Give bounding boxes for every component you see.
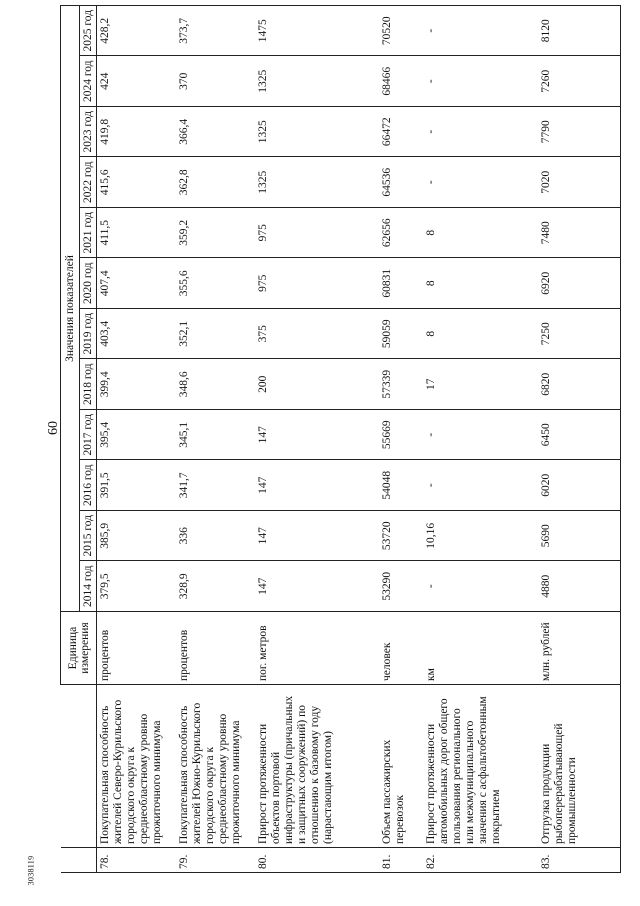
value-cell: 366,4	[176, 107, 255, 158]
value-cell: 424	[97, 56, 176, 107]
indicator-name: Прирост протяженности автомобильных дорог общего пользования регионального или межмуниципального значения с асфальтобетонным покрытием	[423, 685, 538, 848]
table-row	[97, 5, 176, 872]
header-values: Значения показателей	[61, 5, 80, 611]
row-number: 78.	[97, 848, 176, 873]
year-header: 2021 год	[80, 208, 97, 259]
value-cell: 8	[423, 258, 538, 309]
unit-cell: млн. рублей	[538, 612, 621, 685]
table-row	[255, 5, 379, 872]
value-cell: 57339	[379, 359, 423, 410]
unit-cell: процентов	[97, 612, 176, 685]
value-cell: 200	[255, 359, 379, 410]
year-header: 2023 год	[80, 107, 97, 158]
year-header: 2018 год	[80, 359, 97, 410]
value-cell: 341,7	[176, 460, 255, 511]
value-cell: 1325	[255, 157, 379, 208]
year-header: 2017 год	[80, 410, 97, 461]
value-cell: 17	[423, 359, 538, 410]
header-num	[61, 848, 97, 873]
value-cell: -	[423, 56, 538, 107]
value-cell: 428,2	[97, 5, 176, 56]
value-cell: 8	[423, 309, 538, 360]
value-cell: 10,16	[423, 511, 538, 562]
row-number: 83.	[538, 848, 621, 873]
year-header: 2016 год	[80, 460, 97, 511]
value-cell: -	[423, 5, 538, 56]
value-cell: 6920	[538, 258, 621, 309]
indicators-table	[60, 5, 621, 873]
value-cell: 6020	[538, 460, 621, 511]
row-number: 81.	[379, 848, 423, 873]
value-cell: 370	[176, 56, 255, 107]
value-cell: 7250	[538, 309, 621, 360]
table-row	[379, 5, 423, 872]
value-cell: 399,4	[97, 359, 176, 410]
indicator-name: Покупательная способность жителей Южно-Курильского городского округа к среднеобластному уровню прожиточного минимума	[176, 685, 255, 848]
table-body	[97, 5, 621, 872]
value-cell: -	[423, 460, 538, 511]
value-cell: 359,2	[176, 208, 255, 259]
value-cell: 348,6	[176, 359, 255, 410]
value-cell: 60831	[379, 258, 423, 309]
value-cell: 62656	[379, 208, 423, 259]
year-header: 2020 год	[80, 258, 97, 309]
header-unit: Единица измерения	[61, 612, 97, 685]
value-cell: 415,6	[97, 157, 176, 208]
value-cell: 147	[255, 561, 379, 612]
unit-cell: пог. метров	[255, 612, 379, 685]
value-cell: -	[423, 157, 538, 208]
year-header: 2015 год	[80, 511, 97, 562]
value-cell: 54048	[379, 460, 423, 511]
year-header: 2019 год	[80, 309, 97, 360]
unit-cell: процентов	[176, 612, 255, 685]
value-cell: -	[423, 410, 538, 461]
value-cell: 403,4	[97, 309, 176, 360]
unit-cell: км	[423, 612, 538, 685]
value-cell: 395,4	[97, 410, 176, 461]
table-header-row	[61, 5, 80, 872]
indicator-name: Отгрузка продукции рыбоперерабатывающей промышленности	[538, 685, 621, 848]
indicator-name: Прирост протяженности объектов портовой инфраструктуры (причальных и защитных сооружений) по отношению к базовому году (нарастающим итогом)	[255, 685, 379, 848]
value-cell: 7790	[538, 107, 621, 158]
table-row	[423, 5, 538, 872]
value-cell: 7020	[538, 157, 621, 208]
row-number: 80.	[255, 848, 379, 873]
value-cell: 7260	[538, 56, 621, 107]
table-row	[538, 5, 621, 872]
value-cell: 6820	[538, 359, 621, 410]
indicator-name: Объем пассажирских перевозок	[379, 685, 423, 848]
value-cell: 53720	[379, 511, 423, 562]
value-cell: 975	[255, 258, 379, 309]
value-cell: 147	[255, 511, 379, 562]
value-cell: 336	[176, 511, 255, 562]
value-cell: 5690	[538, 511, 621, 562]
value-cell: 352,1	[176, 309, 255, 360]
value-cell: 8	[423, 208, 538, 259]
value-cell: 411,5	[97, 208, 176, 259]
value-cell: 4880	[538, 561, 621, 612]
value-cell: 391,5	[97, 460, 176, 511]
value-cell: 59059	[379, 309, 423, 360]
year-header: 2014 год	[80, 561, 97, 612]
value-cell: 1325	[255, 56, 379, 107]
year-header: 2022 год	[80, 157, 97, 208]
value-cell: 355,6	[176, 258, 255, 309]
value-cell: 1325	[255, 107, 379, 158]
value-cell: 66472	[379, 107, 423, 158]
page-number: 60	[46, 421, 61, 435]
rotated-table-container	[60, 6, 616, 873]
value-cell: 407,4	[97, 258, 176, 309]
row-number: 79.	[176, 848, 255, 873]
row-number: 82.	[423, 848, 538, 873]
value-cell: 419,8	[97, 107, 176, 158]
value-cell: 147	[255, 410, 379, 461]
value-cell: -	[423, 107, 538, 158]
year-header: 2025 год	[80, 5, 97, 56]
value-cell: 362,8	[176, 157, 255, 208]
value-cell: 70520	[379, 5, 423, 56]
value-cell: 53290	[379, 561, 423, 612]
document-code: 3038119	[26, 855, 36, 886]
value-cell: 975	[255, 208, 379, 259]
unit-cell: человек	[379, 612, 423, 685]
value-cell: 64536	[379, 157, 423, 208]
header-name	[61, 685, 97, 848]
value-cell: 375	[255, 309, 379, 360]
value-cell: -	[423, 561, 538, 612]
value-cell: 68466	[379, 56, 423, 107]
table-row	[176, 5, 255, 872]
value-cell: 385,9	[97, 511, 176, 562]
value-cell: 55669	[379, 410, 423, 461]
value-cell: 379,5	[97, 561, 176, 612]
value-cell: 6450	[538, 410, 621, 461]
value-cell: 373,7	[176, 5, 255, 56]
indicator-name: Покупательная способность жителей Северо-Курильского городского округа к среднеобластному уровню прожиточного минимума	[97, 685, 176, 848]
value-cell: 345,1	[176, 410, 255, 461]
value-cell: 8120	[538, 5, 621, 56]
value-cell: 7480	[538, 208, 621, 259]
value-cell: 1475	[255, 5, 379, 56]
value-cell: 147	[255, 460, 379, 511]
value-cell: 328,9	[176, 561, 255, 612]
year-header: 2024 год	[80, 56, 97, 107]
